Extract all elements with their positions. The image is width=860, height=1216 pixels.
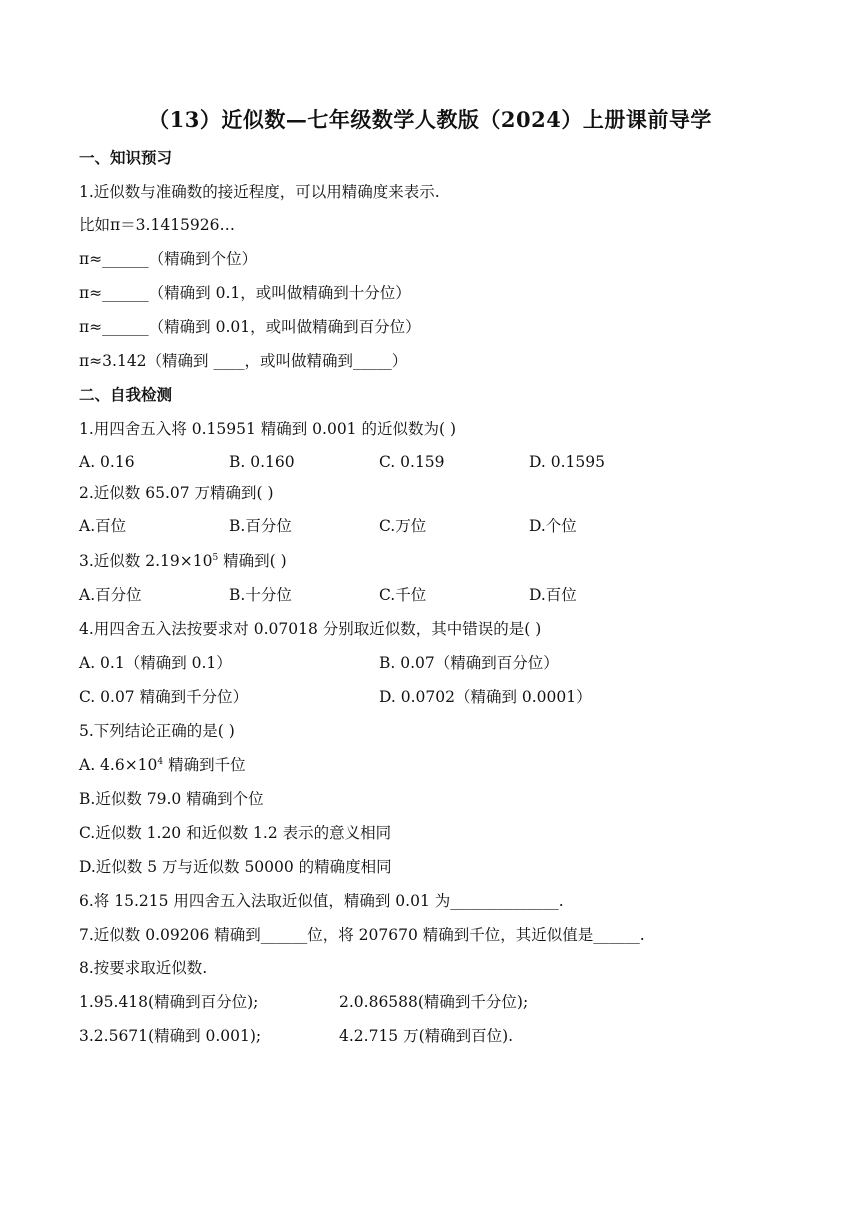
question-3-stem: [79, 551, 287, 571]
question-1-option-c: C. 0.159: [379, 453, 445, 471]
question-1-option-b: B. 0.160: [229, 453, 295, 471]
question-4-option-a: A. 0.1（精确到 0.1）: [79, 654, 232, 672]
question-8-item-4: 4.2.715 万(精确到百位).: [339, 1027, 514, 1045]
preview-line-4: π≈______（精确到 0.1，或叫做精确到十分位）: [79, 284, 411, 302]
question-3-option-d: D.百位: [529, 586, 577, 604]
question-3-option-c: C.千位: [379, 586, 427, 604]
preview-line-2: 比如π＝3.1415926…: [79, 216, 236, 234]
question-8-item-1: 1.95.418(精确到百分位);: [79, 993, 259, 1011]
preview-line-5: π≈______（精确到 0.01，或叫做精确到百分位）: [79, 318, 421, 336]
question-2-option-c: C.万位: [379, 517, 427, 535]
question-2-stem: 2.近似数 65.07 万精确到( ): [79, 484, 274, 502]
question-4-option-d: D. 0.0702（精确到 0.0001）: [379, 688, 592, 706]
question-2-option-b: B.百分位: [229, 517, 292, 535]
question-5-option-b: B.近似数 79.0 精确到个位: [79, 790, 264, 808]
question-8-item-2: 2.0.86588(精确到千分位);: [339, 993, 529, 1011]
question-5-option-a-base: A. 4.6×10: [79, 756, 158, 774]
question-7: 7.近似数 0.09206 精确到______位，将 207670 精确到千位，其近似值是______.: [79, 926, 645, 944]
question-5-option-a-exponent: 4: [157, 757, 164, 767]
section-heading-preview: 一、知识预习: [79, 148, 173, 167]
preview-line-1: 1.近似数与准确数的接近程度，可以用精确度来表示.: [79, 183, 440, 201]
document-title: （13）近似数—七年级数学人教版（2024）上册课前导学: [148, 107, 712, 132]
question-5-option-a-rest: 精确到千位: [163, 756, 246, 774]
question-5-option-a: [79, 755, 246, 775]
question-1-stem: 1.用四舍五入将 0.15951 精确到 0.001 的近似数为( ): [79, 420, 456, 438]
preview-line-6: π≈3.142（精确到 ____，或叫做精确到_____）: [79, 352, 408, 370]
question-3-stem-base: 3.近似数 2.19×10: [79, 552, 213, 570]
question-5-option-c: C.近似数 1.20 和近似数 1.2 表示的意义相同: [79, 824, 392, 842]
question-6: 6.将 15.215 用四舍五入法取近似值，精确到 0.01 为______________.: [79, 892, 564, 910]
question-1-option-d: D. 0.1595: [529, 453, 605, 471]
question-1-option-a: A. 0.16: [79, 453, 135, 471]
question-8-stem: 8.按要求取近似数.: [79, 959, 208, 977]
question-3-option-b: B.十分位: [229, 586, 292, 604]
question-8-item-3: 3.2.5671(精确到 0.001);: [79, 1027, 262, 1045]
question-2-option-d: D.个位: [529, 517, 577, 535]
question-3-stem-rest: 精确到( ): [218, 552, 287, 570]
question-4-stem: 4.用四舍五入法按要求对 0.07018 分别取近似数，其中错误的是( ): [79, 620, 542, 638]
question-5-option-d: D.近似数 5 万与近似数 50000 的精确度相同: [79, 858, 392, 876]
question-3-option-a: A.百分位: [79, 586, 142, 604]
question-4-option-b: B. 0.07（精确到百分位）: [379, 654, 559, 672]
question-4-option-c: C. 0.07 精确到千分位）: [79, 688, 249, 706]
question-2-option-a: A.百位: [79, 517, 127, 535]
preview-line-3: π≈______（精确到个位）: [79, 250, 258, 268]
question-3-exponent: 5: [212, 553, 219, 563]
question-5-stem: 5.下列结论正确的是( ): [79, 722, 235, 740]
section-heading-selftest: 二、自我检测: [79, 385, 173, 404]
